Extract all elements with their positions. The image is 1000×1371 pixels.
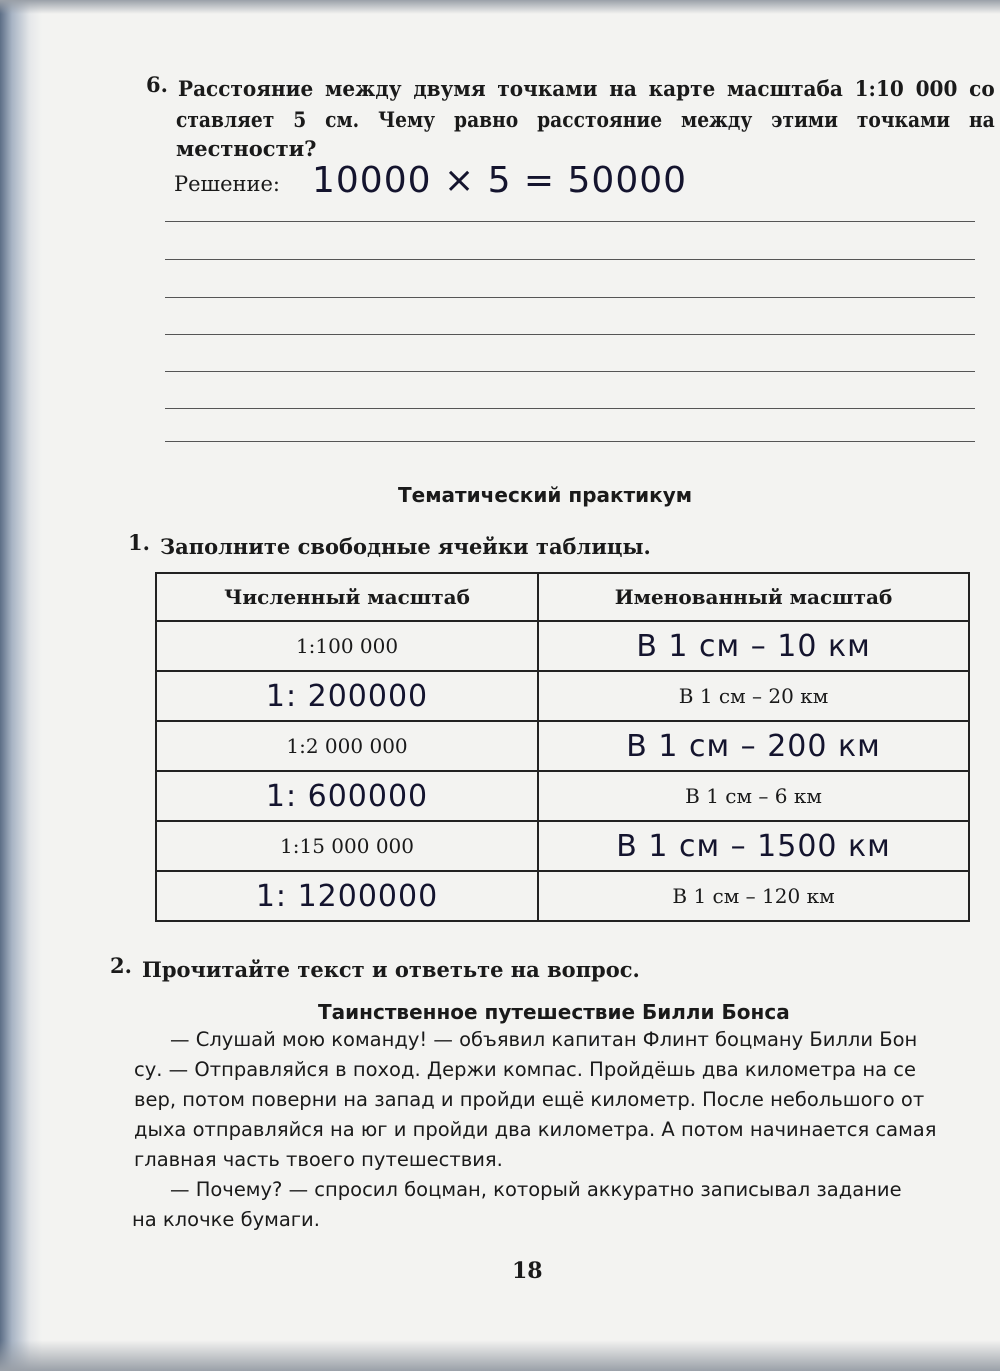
solution-label: Решение: [174,172,281,196]
answer-line [165,371,975,372]
scan-top-shadow [0,0,1000,14]
section-title: Тематический практикум [398,483,693,507]
story-line: главная часть твоего путешествия. [134,1148,503,1171]
story-line: дыха отправляйся на юг и пройди два километра. А потом начинается самая [134,1118,937,1141]
cell-numeric: 1:100 000 [156,621,538,671]
table-row [156,671,969,721]
table-row [156,621,969,671]
task1-text: Заполните свободные ячейки таблицы. [160,534,651,559]
table-header-row [156,573,969,621]
table-row [156,871,969,921]
answer-line [165,221,975,222]
cell-numeric: 1:15 000 000 [156,821,538,871]
cell-named-handwritten: В 1 см – 1500 км [538,821,969,871]
answer-line [165,297,975,298]
cell-named: В 1 см – 120 км [538,871,969,921]
header-named-scale: Именованный масштаб [538,573,969,621]
page-number: 18 [512,1258,543,1284]
task6-line2: ставляет 5 см. Чему равно расстояние между этими точками на [176,107,995,132]
task6-number: 6. [146,72,168,97]
answer-line [165,408,975,409]
cell-named: В 1 см – 20 км [538,671,969,721]
scale-table [155,572,970,922]
story-line: — Почему? — спросил боцман, который аккуратно записывал задание [170,1178,902,1201]
task2-text: Прочитайте текст и ответьте на вопрос. [142,957,640,982]
book-page-edge [0,0,42,1371]
table-row [156,771,969,821]
answer-line [165,334,975,335]
cell-numeric: 1:2 000 000 [156,721,538,771]
story-line: су. — Отправляйся в поход. Держи компас. Пройдёшь два километра на се [134,1058,916,1081]
answer-line [165,259,975,260]
cell-numeric-handwritten: 1: 600000 [156,771,538,821]
header-numeric-scale: Численный масштаб [156,573,538,621]
task6-line1: Расстояние между двумя точками на карте масштаба 1:10 000 со [178,76,995,101]
answer-line [165,441,975,442]
story-title: Таинственное путешествие Билли Бонса [318,1000,790,1024]
scan-bottom-shadow [0,1340,1000,1371]
cell-numeric-handwritten: 1: 200000 [156,671,538,721]
cell-named: В 1 см – 6 км [538,771,969,821]
story-line: — Слушай мою команду! — объявил капитан Флинт боцману Билли Бон [170,1028,918,1051]
cell-named-handwritten: В 1 см – 200 км [538,721,969,771]
task2-number: 2. [110,953,132,978]
story-line: вер, потом поверни на запад и пройди ещё километр. После небольшого от [134,1088,925,1111]
table-row [156,721,969,771]
story-line: на клочке бумаги. [132,1208,320,1231]
table-row [156,821,969,871]
cell-named-handwritten: В 1 см – 10 км [538,621,969,671]
task1-number: 1. [128,530,150,555]
task6-line3: местности? [176,136,317,161]
cell-numeric-handwritten: 1: 1200000 [156,871,538,921]
solution-handwritten: 10000 × 5 = 50000 [312,160,688,201]
